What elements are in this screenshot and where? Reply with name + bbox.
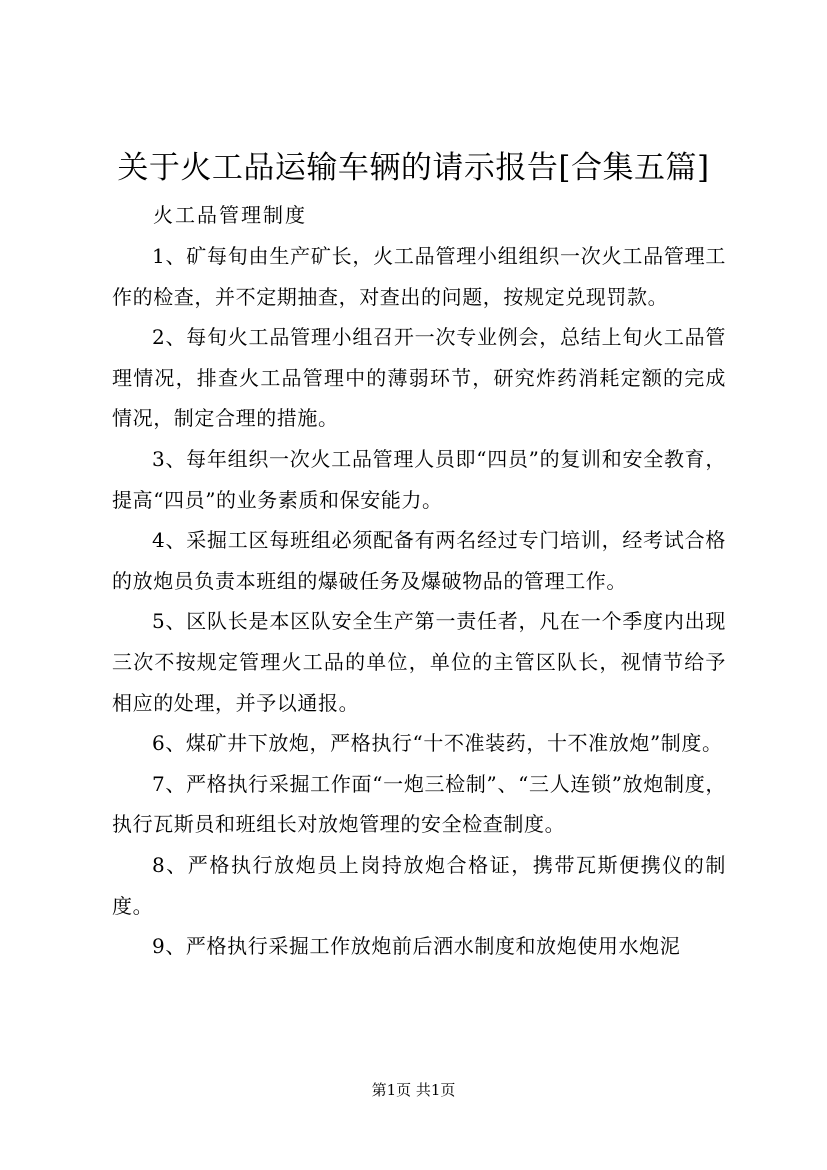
document-title: 关于火工品运输车辆的请示报告[合集五篇]: [117, 150, 710, 186]
paragraph-4: 4、采掘工区每班组必须配备有两名经过专门培训，经考试合格的放炮员负责本班组的爆破任务及爆破物品的管理工作。: [112, 528, 726, 593]
paragraph-1: 1、矿每旬由生产矿长，火工品管理小组组织一次火工品管理工作的检查，并不定期抽查，对查出的问题，按规定兑现罚款。: [112, 244, 726, 309]
paragraph-8: 8、严格执行放炮员上岗持放炮合格证，携带瓦斯便携仪的制度。: [112, 852, 726, 918]
section-heading: 火工品管理制度: [153, 203, 307, 227]
paragraph-6: 6、煤矿井下放炮，严格执行“十不准装药，十不准放炮”制度。: [152, 731, 723, 756]
paragraph-7: 7、严格执行采掘工作面“一炮三检制”、“三人连锁”放炮制度，执行瓦斯员和班组长对放炮管理的安全检查制度。: [112, 771, 726, 837]
paragraph-2: 2、每旬火工品管理小组召开一次专业例会，总结上旬火工品管理情况，排查火工品管理中的薄弱环节，研究炸药消耗定额的完成情况，制定合理的措施。: [112, 325, 726, 431]
page-footer: 第1页 共1页: [371, 1081, 456, 1099]
paragraph-5: 5、区队长是本区队安全生产第一责任者，凡在一个季度内出现三次不按规定管理火工品的单位，单位的主管区队长，视情节给予相应的处理，并予以通报。: [112, 609, 726, 715]
paragraph-3: 3、每年组织一次火工品管理人员即“四员”的复训和安全教育，提高“四员”的业务素质和保安能力。: [112, 446, 726, 512]
paragraph-9: 9、严格执行采掘工作放炮前后洒水制度和放炮使用水炮泥: [152, 934, 681, 959]
document-body: [112, 236, 726, 967]
